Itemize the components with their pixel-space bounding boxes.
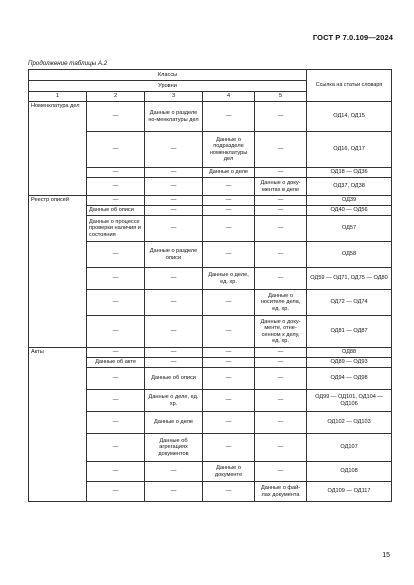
level2-cell: —: [145, 358, 203, 368]
header-levels: Уровни: [29, 81, 307, 92]
page-number: 15: [382, 552, 390, 559]
level2-cell: —: [145, 316, 203, 348]
level4-cell: —: [255, 242, 307, 268]
level1-cell: Данные об описи: [87, 206, 145, 216]
level1-cell: —: [87, 268, 145, 290]
class-cell: Номенклатура дел: [29, 102, 87, 196]
level2-cell: Данные о деле: [145, 412, 203, 434]
header-level-3: 3: [145, 92, 203, 102]
level3-cell: —: [203, 434, 255, 462]
level4-cell: —: [255, 358, 307, 368]
level4-cell: —: [255, 368, 307, 390]
header-level-5: 5: [255, 92, 307, 102]
level1-cell: —: [87, 290, 145, 316]
classification-table: [28, 69, 392, 502]
level1-cell: Данные об акте: [87, 358, 145, 368]
table-row: [29, 196, 392, 206]
reference-cell: ОД89 — ОД93: [307, 358, 392, 368]
reference-cell: ОД88: [307, 348, 392, 358]
level2-cell: Данные о деле, ед. хр.: [145, 390, 203, 412]
level3-cell: Данные о документе: [203, 462, 255, 482]
reference-cell: ОД14, ОД15: [307, 102, 392, 132]
level4-cell: Данные о доку-ментах в деле: [255, 178, 307, 196]
level2-cell: —: [145, 196, 203, 206]
level2-cell: —: [145, 132, 203, 168]
level1-cell: —: [87, 168, 145, 178]
level2-cell: —: [145, 482, 203, 502]
level3-cell: —: [203, 348, 255, 358]
level1-cell: —: [87, 434, 145, 462]
table-row: [29, 102, 392, 132]
level4-cell: —: [255, 102, 307, 132]
reference-cell: ОД40 — ОД56: [307, 206, 392, 216]
level3-cell: —: [203, 242, 255, 268]
level3-cell: —: [203, 316, 255, 348]
reference-cell: ОД39: [307, 196, 392, 206]
level2-cell: —: [145, 462, 203, 482]
reference-cell: ОД108: [307, 462, 392, 482]
reference-cell: ОД109 — ОД117: [307, 482, 392, 502]
level1-cell: —: [87, 242, 145, 268]
reference-cell: ОД18 — ОД36: [307, 168, 392, 178]
level4-cell: —: [255, 216, 307, 242]
level2-cell: Данные об описи: [145, 368, 203, 390]
level2-cell: —: [145, 206, 203, 216]
level1-cell: —: [87, 462, 145, 482]
level1-cell: —: [87, 482, 145, 502]
level3-cell: —: [203, 412, 255, 434]
level2-cell: —: [145, 178, 203, 196]
header-dictionary-ref: Ссылка на статьи словаря: [307, 70, 392, 102]
level1-cell: —: [87, 132, 145, 168]
level1-cell: —: [87, 390, 145, 412]
class-cell: Акты: [29, 348, 87, 502]
header-classes: Классы: [29, 70, 307, 81]
level4-cell: —: [255, 348, 307, 358]
level1-cell: —: [87, 316, 145, 348]
level2-cell: —: [145, 168, 203, 178]
level2-cell: —: [145, 268, 203, 290]
reference-cell: ОД72 — ОД74: [307, 290, 392, 316]
level4-cell: —: [255, 434, 307, 462]
reference-cell: ОД57: [307, 216, 392, 242]
level4-cell: Данные о носителе дела, ед. хр.: [255, 290, 307, 316]
header-level-1: 1: [29, 92, 87, 102]
level2-cell: —: [145, 290, 203, 316]
level1-cell: —: [87, 348, 145, 358]
level1-cell: —: [87, 412, 145, 434]
level1-cell: —: [87, 102, 145, 132]
level3-cell: —: [203, 102, 255, 132]
level2-cell: —: [145, 216, 203, 242]
level2-cell: Данные об агрегациях документов: [145, 434, 203, 462]
reference-cell: ОД58: [307, 242, 392, 268]
level2-cell: Данные о разделе описи: [145, 242, 203, 268]
level3-cell: —: [203, 368, 255, 390]
level4-cell: —: [255, 268, 307, 290]
reference-cell: ОД94 — ОД98: [307, 368, 392, 390]
level4-cell: —: [255, 390, 307, 412]
level1-cell: —: [87, 368, 145, 390]
level3-cell: —: [203, 482, 255, 502]
reference-cell: ОД107: [307, 434, 392, 462]
level3-cell: —: [203, 178, 255, 196]
level3-cell: Данные о подразделе номенклатуры дел: [203, 132, 255, 168]
level1-cell: —: [87, 178, 145, 196]
level3-cell: —: [203, 390, 255, 412]
reference-cell: ОД37, ОД38: [307, 178, 392, 196]
level3-cell: —: [203, 290, 255, 316]
level3-cell: Данные о деле: [203, 168, 255, 178]
header-level-4: 4: [203, 92, 255, 102]
level1-cell: Данные о процессе проверки наличия и состояния: [87, 216, 145, 242]
table-row: [29, 348, 392, 358]
reference-cell: ОД16, ОД17: [307, 132, 392, 168]
level4-cell: Данные о доку-менте, отне-сенном к делу, ед. хр.: [255, 316, 307, 348]
level4-cell: Данные о фай-лах документа: [255, 482, 307, 502]
class-cell: Реестр описей: [29, 196, 87, 348]
level3-cell: —: [203, 358, 255, 368]
level4-cell: —: [255, 168, 307, 178]
level2-cell: Данные о разделе но-менклатуры дел: [145, 102, 203, 132]
header-level-2: 2: [87, 92, 145, 102]
level4-cell: —: [255, 196, 307, 206]
level3-cell: Данные о деле, ед. хр.: [203, 268, 255, 290]
level3-cell: —: [203, 206, 255, 216]
level1-cell: —: [87, 196, 145, 206]
table-caption: Продолжение таблицы А.2: [28, 60, 108, 67]
level3-cell: —: [203, 196, 255, 206]
reference-cell: ОД59 — ОД71, ОД75 — ОД80: [307, 268, 392, 290]
level4-cell: —: [255, 206, 307, 216]
level4-cell: —: [255, 132, 307, 168]
reference-cell: ОД102 — ОД103: [307, 412, 392, 434]
level4-cell: —: [255, 412, 307, 434]
level4-cell: —: [255, 462, 307, 482]
reference-cell: ОД99 — ОД101, ОД104 — ОД106: [307, 390, 392, 412]
level2-cell: —: [145, 348, 203, 358]
level3-cell: —: [203, 216, 255, 242]
reference-cell: ОД81 — ОД87: [307, 316, 392, 348]
standard-designation: ГОСТ Р 7.0.109—2024: [312, 33, 393, 42]
